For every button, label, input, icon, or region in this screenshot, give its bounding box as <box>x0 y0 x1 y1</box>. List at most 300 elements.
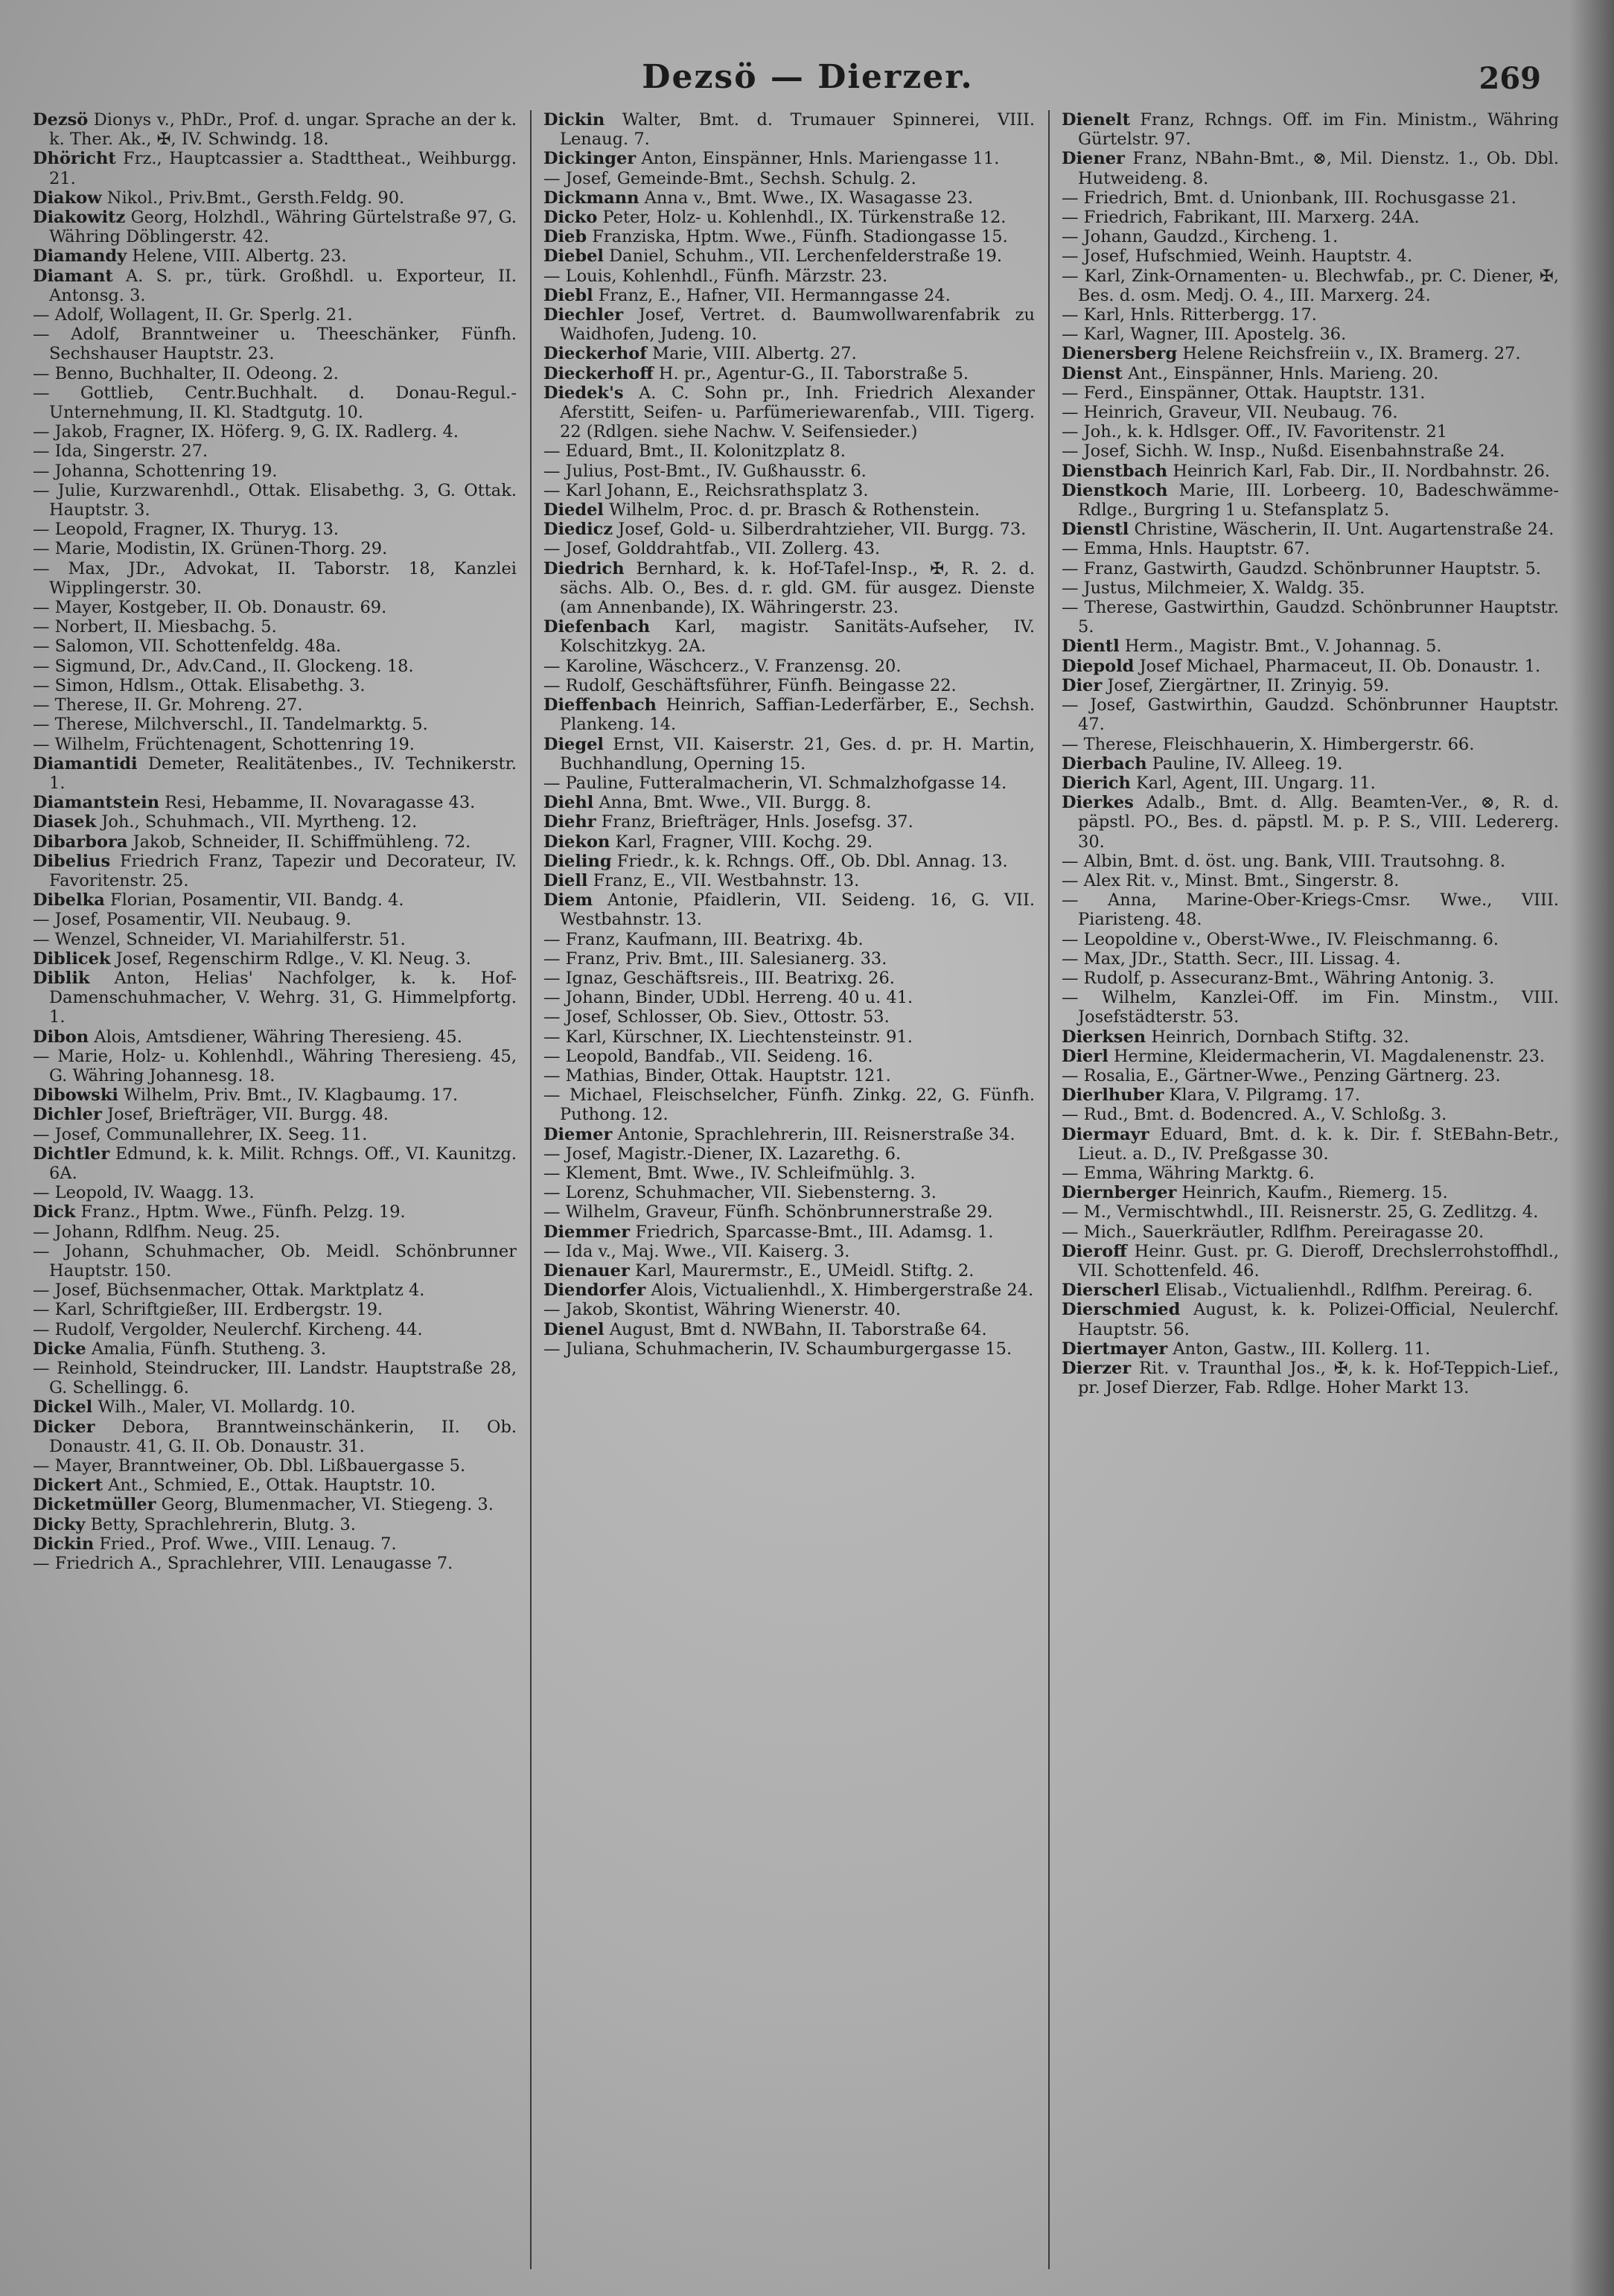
entry-surname: Diasek <box>33 812 97 832</box>
entry-surname: Diell <box>543 870 588 890</box>
directory-entry <box>33 1418 517 1456</box>
entry-details: Franz., Hptm. Wwe., Fünfh. Pelzg. 19. <box>80 1202 406 1222</box>
directory-entry <box>543 462 1035 481</box>
entry-details: — Julius, Post-Bmt., IV. Gußhausstr. 6. <box>543 461 867 481</box>
running-head: Dezsö — Dierzer. <box>642 58 974 96</box>
entry-details: — Karoline, Wäschcerz., V. Franzensg. 20. <box>543 656 902 676</box>
entry-surname: Dienelt <box>1062 110 1130 130</box>
entry-surname: Diakowitz <box>33 208 126 228</box>
directory-entry <box>1062 267 1559 305</box>
entry-details: — Mathias, Binder, Ottak. Hauptstr. 121. <box>543 1065 891 1085</box>
directory-entry <box>543 617 1035 656</box>
directory-entry <box>1062 735 1559 754</box>
directory-entry <box>33 1085 517 1105</box>
entry-surname: Dezsö <box>33 110 89 130</box>
entry-surname: Dienstbach <box>1062 461 1168 481</box>
directory-entry <box>1062 539 1559 558</box>
entry-surname: Diekon <box>543 832 610 852</box>
entry-details: — Josef, Gastwirthin, Gaudzd. Schönbrunner Hauptstr. 47. <box>1062 695 1559 735</box>
directory-entry <box>33 364 517 383</box>
columns-container <box>33 110 1566 2277</box>
entry-details: Rit. v. Traunthal Jos., ✠, k. k. Hof-Teppich-Lief., pr. Josef Dierzer, Fab. Rdlge. Hoher Markt 13. <box>1078 1359 1559 1398</box>
entry-details: — Johann, Rdlfhm. Neug. 25. <box>33 1222 281 1242</box>
entry-details: — Simon, Hdlsm., Ottak. Elisabethg. 3. <box>33 675 366 695</box>
directory-entry <box>1062 1164 1559 1183</box>
directory-entry <box>543 1085 1035 1124</box>
entry-details: Klara, V. Pilgramg. 17. <box>1169 1085 1361 1106</box>
entry-surname: Diefenbach <box>543 617 651 637</box>
directory-entry <box>33 188 517 208</box>
entry-details: — Rudolf, p. Assecuranz-Bmt., Währing Antonig. 3. <box>1062 968 1495 988</box>
entry-details: Georg, Holzhdl., Währing Gürtelstraße 97, G. Währing Döblingerstr. 42. <box>49 208 517 247</box>
entry-details: Josef, Vertret. d. Baumwollwarenfabrik zu Waidhofen, Judeng. 10. <box>560 305 1035 345</box>
entry-details: — Marie, Modistin, IX. Grünen-Thorg. 29. <box>33 539 388 559</box>
entry-details: — Karl, Schriftgießer, III. Erdbergstr. 19. <box>33 1300 383 1320</box>
directory-entry <box>33 559 517 598</box>
entry-surname: Diehl <box>543 793 594 813</box>
directory-entry <box>33 149 517 188</box>
directory-entry <box>33 1202 517 1222</box>
directory-entry <box>33 949 517 969</box>
directory-entry <box>1062 1222 1559 1242</box>
entry-details: Marie, III. Lorbeerg. 10, Badeschwämme-Rdlge., Burgring 1 u. Stefansplatz 5. <box>1078 480 1559 520</box>
directory-entry <box>543 657 1035 676</box>
directory-entry <box>33 735 517 754</box>
directory-entry <box>543 1183 1035 1202</box>
entry-details: — Josef, Schlosser, Ob. Siev., Ottostr. 53. <box>543 1007 890 1027</box>
entry-details: Peter, Holz- u. Kohlenhdl., IX. Türkenstraße 12. <box>602 208 1007 228</box>
entry-details: — Ida v., Maj. Wwe., VII. Kaiserg. 3. <box>543 1241 850 1261</box>
entry-details: — Mich., Sauerkräutler, Rdlfhm. Pereiragasse 20. <box>1062 1222 1484 1242</box>
entry-details: — Max, JDr., Statth. Secr., III. Lissag. 4. <box>1062 948 1401 969</box>
entry-surname: Diernberger <box>1062 1183 1177 1203</box>
entry-details: Alois, Victualienhdl., X. Himbergerstraße 24. <box>651 1281 1034 1301</box>
directory-entry <box>1062 949 1559 969</box>
entry-details: Anton, Gastw., III. Kollerg. 11. <box>1173 1339 1431 1359</box>
directory-entry <box>33 1456 517 1476</box>
entry-details: — Wenzel, Schneider, VI. Mariahilferstr. 51. <box>33 929 406 949</box>
directory-entry <box>543 930 1035 949</box>
entry-details: — Ferd., Einspänner, Ottak. Hauptstr. 131. <box>1062 383 1426 403</box>
directory-entry <box>1062 1242 1559 1281</box>
column-rule <box>1048 110 1050 2269</box>
entry-details: Anna v., Bmt. Wwe., IX. Wasagasse 23. <box>644 188 974 208</box>
directory-entry <box>543 735 1035 774</box>
entry-details: — Josef, Communallehrer, IX. Seeg. 11. <box>33 1124 368 1144</box>
directory-entry <box>33 1144 517 1183</box>
directory-entry <box>1062 1202 1559 1222</box>
entry-surname: Dierl <box>1062 1046 1109 1066</box>
entry-details: August, Bmt d. NWBahn, II. Taborstraße 64. <box>609 1319 987 1339</box>
entry-surname: Diehr <box>543 812 596 832</box>
directory-entry <box>33 462 517 481</box>
entry-details: Heinrich, Saffian-Lederfärber, E., Sechsh. Plankeng. 14. <box>560 695 1035 735</box>
directory-entry <box>543 188 1035 208</box>
entry-details: — Gottlieb, Centr.Buchhalt. d. Donau-Regul.-Unternehmung, II. Kl. Stadtgutg. 10. <box>33 383 517 423</box>
directory-entry <box>33 1554 517 1573</box>
directory-entry <box>33 890 517 910</box>
entry-details: H. pr., Agentur-G., II. Taborstraße 5. <box>658 363 969 383</box>
entry-surname: Dibarbora <box>33 832 128 852</box>
entry-details: — Josef, Golddrahtfab., VII. Zollerg. 43. <box>543 539 881 559</box>
directory-entry <box>1062 1027 1559 1047</box>
directory-entry <box>543 441 1035 461</box>
entry-surname: Dieffenbach <box>543 695 657 715</box>
entry-surname: Dierkes <box>1062 793 1134 813</box>
directory-entry <box>33 1397 517 1417</box>
directory-entry <box>543 481 1035 500</box>
directory-entry <box>543 1222 1035 1242</box>
entry-details: Franz, E., Hafner, VII. Hermanngasse 24. <box>598 285 951 305</box>
directory-entry <box>1062 344 1559 363</box>
directory-entry <box>33 1495 517 1514</box>
directory-entry <box>543 500 1035 520</box>
directory-entry <box>1062 110 1559 149</box>
directory-entry <box>1062 598 1559 637</box>
entry-details: — Rud., Bmt. d. Bodencred. A., V. Schloßg. 3. <box>1062 1105 1447 1125</box>
directory-entry <box>543 227 1035 246</box>
entry-details: — Leopold, Fragner, IX. Thuryg. 13. <box>33 520 339 540</box>
directory-entry <box>543 286 1035 305</box>
entry-details: — Franz, Priv. Bmt., III. Salesianerg. 33. <box>543 948 887 969</box>
entry-details: Wilhelm, Proc. d. pr. Brasch & Rothenstein. <box>609 500 980 520</box>
entry-details: — Josef, Hufschmied, Weinh. Hauptstr. 4. <box>1062 246 1413 267</box>
directory-entry <box>543 1300 1035 1319</box>
entry-surname: Dierscherl <box>1062 1281 1160 1301</box>
entry-details: — Therese, Fleischhauerin, X. Himbergerstr. 66. <box>1062 734 1475 754</box>
entry-details: Helene Reichsfreiin v., IX. Bramerg. 27. <box>1182 344 1521 364</box>
directory-entry <box>543 559 1035 618</box>
entry-details: Edmund, k. k. Milit. Rchngs. Off., VI. Kaunitzg. 6A. <box>49 1144 517 1183</box>
directory-entry <box>543 852 1035 871</box>
entry-details: Debora, Branntweinschänkerin, II. Ob. Donaustr. 41, G. II. Ob. Donaustr. 31. <box>49 1417 517 1456</box>
directory-entry <box>33 637 517 656</box>
entry-details: Josef, Briefträger, VII. Burgg. 48. <box>107 1105 389 1125</box>
entry-details: — Franz, Kaufmann, III. Beatrixg. 4b. <box>543 929 864 949</box>
entry-surname: Dichler <box>33 1105 102 1125</box>
entry-details: Karl, Agent, III. Ungarg. 11. <box>1136 773 1376 793</box>
entry-details: — Leopold, Bandfab., VII. Seideng. 16. <box>543 1046 873 1066</box>
entry-details: — Wilhelm, Früchtenagent, Schottenring 19. <box>33 734 415 754</box>
directory-entry <box>33 110 517 149</box>
directory-entry <box>33 617 517 637</box>
entry-surname: Dickert <box>33 1476 103 1496</box>
directory-entry <box>543 246 1035 266</box>
directory-entry <box>33 1105 517 1124</box>
directory-entry <box>1062 325 1559 344</box>
entry-details: Amalia, Fünfh. Stutheng. 3. <box>91 1339 327 1359</box>
directory-entry <box>543 676 1035 695</box>
column-1 <box>33 110 517 2277</box>
directory-entry <box>33 852 517 890</box>
directory-entry <box>543 871 1035 890</box>
directory-entry <box>1062 1300 1559 1339</box>
entry-details: Hermine, Kleidermacherin, VI. Magdalenenstr. 23. <box>1113 1046 1546 1066</box>
entry-surname: Diedrich <box>543 558 625 578</box>
entry-details: — Friedrich A., Sprachlehrer, VIII. Lenaugasse 7. <box>33 1554 453 1574</box>
entry-details: — Salomon, VII. Schottenfeldg. 48a. <box>33 637 342 657</box>
entry-details: Florian, Posamentir, VII. Bandg. 4. <box>109 890 404 911</box>
directory-entry <box>33 1027 517 1047</box>
entry-details: Friedrich Franz, Tapezir und Decorateur, IV. Favoritenstr. 25. <box>49 851 517 890</box>
directory-entry <box>1062 462 1559 481</box>
directory-entry <box>33 1047 517 1085</box>
entry-surname: Dierksen <box>1062 1027 1146 1047</box>
directory-entry <box>1062 1125 1559 1164</box>
entry-details: — Josef, Büchsenmacher, Ottak. Marktplatz 4. <box>33 1281 425 1301</box>
entry-surname: Dicketmüller <box>33 1495 156 1515</box>
entry-details: Pauline, IV. Alleeg. 19. <box>1152 753 1343 774</box>
entry-details: Franz, NBahn-Bmt., ⊗, Mil. Dienstz. 1., Ob. Dbl. Hutweideng. 8. <box>1078 149 1559 188</box>
entry-surname: Dibowski <box>33 1085 118 1106</box>
directory-entry <box>33 754 517 793</box>
column-rule <box>530 110 532 2269</box>
directory-entry <box>33 208 517 246</box>
entry-details: — Leopoldine v., Oberst-Wwe., IV. Fleischmanng. 6. <box>1062 929 1499 949</box>
entry-surname: Dibelius <box>33 851 111 871</box>
entry-details: — Emma, Hnls. Hauptstr. 67. <box>1062 539 1310 559</box>
entry-details: — Therese, Gastwirthin, Gaudzd. Schönbrunner Hauptstr. 5. <box>1062 598 1559 637</box>
entry-details: Heinrich, Kaufm., Riemerg. 15. <box>1181 1183 1448 1203</box>
entry-details: — Johann, Schuhmacher, Ob. Meidl. Schönbrunner Hauptstr. 150. <box>33 1241 517 1281</box>
page-header <box>45 58 1571 110</box>
directory-entry <box>1062 559 1559 578</box>
entry-details: — Johann, Binder, UDbl. Herreng. 40 u. 41. <box>543 988 913 1008</box>
entry-details: Antonie, Sprachlehrerin, III. Reisnerstraße 34. <box>617 1124 1015 1144</box>
directory-entry <box>33 598 517 617</box>
entry-details: — Reinhold, Steindrucker, III. Landstr. Hauptstraße 28, G. Schellingg. 6. <box>33 1359 517 1398</box>
directory-entry <box>33 969 517 1027</box>
directory-entry <box>1062 1047 1559 1066</box>
entry-details: — Ida, Singerstr. 27. <box>33 441 208 462</box>
directory-entry <box>1062 852 1559 871</box>
directory-entry <box>1062 364 1559 383</box>
column-2 <box>543 110 1035 2277</box>
entry-details: Marie, VIII. Albertg. 27. <box>652 344 857 364</box>
directory-entry <box>33 422 517 441</box>
entry-details: — Jakob, Fragner, IX. Höferg. 9, G. IX. Radlerg. 4. <box>33 422 459 442</box>
entry-surname: Dieckerhof <box>543 344 647 364</box>
entry-surname: Dicky <box>33 1514 86 1534</box>
entry-details: — Wilhelm, Graveur, Fünfh. Schönbrunnerstraße 29. <box>543 1202 993 1222</box>
entry-details: — Karl, Hnls. Ritterbergg. 17. <box>1062 305 1317 325</box>
entry-surname: Dickin <box>543 110 605 130</box>
directory-entry <box>1062 1085 1559 1105</box>
entry-details: Karl, Maurermstr., E., UMeidl. Stiftg. 2. <box>635 1260 975 1281</box>
directory-entry <box>543 1144 1035 1164</box>
entry-details: Heinr. Gust. pr. G. Dieroff, Drechslerrohstoffhdl., VII. Schottenfeld. 46. <box>1078 1241 1559 1281</box>
directory-entry <box>33 1476 517 1495</box>
directory-entry <box>543 832 1035 852</box>
directory-entry <box>33 383 517 422</box>
directory-entry <box>1062 383 1559 403</box>
directory-entry <box>33 267 517 305</box>
directory-entry <box>543 812 1035 832</box>
entry-details: Franz, Briefträger, Hnls. Josefsg. 37. <box>601 812 913 832</box>
entry-surname: Diertmayer <box>1062 1339 1168 1359</box>
entry-details: — Pauline, Futteralmacherin, VI. Schmalzhofgasse 14. <box>543 773 1007 793</box>
entry-details: Franz, Rchngs. Off. im Fin. Ministm., Währing Gürtelstr. 97. <box>1078 110 1559 150</box>
page-edge-shadow <box>1569 0 1614 2296</box>
directory-entry <box>1062 188 1559 208</box>
directory-entry <box>543 1164 1035 1183</box>
entry-details: — Lorenz, Schuhmacher, VII. Siebensterng. 3. <box>543 1183 937 1203</box>
entry-details: Dionys v., PhDr., Prof. d. ungar. Sprache an der k. k. Ther. Ak., ✠, IV. Schwindg. 18. <box>49 110 517 150</box>
entry-surname: Dicker <box>33 1417 95 1437</box>
entry-surname: Dieb <box>543 227 587 247</box>
entry-details: — Adolf, Branntweiner u. Theeschänker, Fünfh. Sechshauser Hauptstr. 23. <box>33 325 517 364</box>
directory-entry <box>543 1320 1035 1339</box>
entry-details: Christine, Wäscherin, II. Unt. Augartenstraße 24. <box>1134 520 1554 540</box>
entry-surname: Dienel <box>543 1319 605 1339</box>
directory-entry <box>1062 695 1559 734</box>
entry-details: — Josef, Magistr.-Diener, IX. Lazarethg. 6. <box>543 1144 902 1164</box>
directory-entry <box>33 1125 517 1144</box>
entry-surname: Diedel <box>543 500 604 520</box>
entry-details: — Friedrich, Bmt. d. Unionbank, III. Rochusgasse 21. <box>1062 188 1516 208</box>
entry-details: Karl, Fragner, VIII. Kochg. 29. <box>615 832 873 852</box>
entry-surname: Dienst <box>1062 363 1123 383</box>
directory-entry <box>1062 578 1559 598</box>
entry-details: — Rosalia, E., Gärtner-Wwe., Penzing Gärtnerg. 23. <box>1062 1065 1501 1085</box>
entry-surname: Dier <box>1062 675 1103 695</box>
entry-surname: Dhöricht <box>33 149 116 169</box>
entry-surname: Diemer <box>543 1124 613 1144</box>
column-3 <box>1062 110 1559 2277</box>
entry-details: — Michael, Fleischselcher, Fünfh. Zinkg. 22, G. Fünfh. Puthong. 12. <box>543 1085 1035 1125</box>
entry-surname: Diepold <box>1062 656 1135 676</box>
entry-details: Karl, magistr. Sanitäts-Aufseher, IV. Kolschitzkyg. 2A. <box>560 617 1035 657</box>
entry-surname: Dientl <box>1062 637 1120 657</box>
directory-entry <box>33 676 517 695</box>
entry-details: — Heinrich, Graveur, VII. Neubaug. 76. <box>1062 403 1398 423</box>
directory-entry <box>33 539 517 558</box>
directory-entry <box>543 890 1035 929</box>
entry-details: — Juliana, Schuhmacherin, IV. Schaumburgergasse 15. <box>543 1339 1012 1359</box>
entry-details: — Karl, Wagner, III. Apostelg. 36. <box>1062 325 1347 345</box>
directory-entry <box>1062 930 1559 949</box>
directory-entry <box>33 910 517 929</box>
directory-entry <box>1062 988 1559 1027</box>
entry-details: Nikol., Priv.Bmt., Gersth.Feldg. 90. <box>106 188 405 208</box>
directory-entry <box>543 969 1035 988</box>
entry-surname: Dieckerhoff <box>543 363 654 383</box>
directory-entry <box>543 1242 1035 1261</box>
entry-details: Wilhelm, Priv. Bmt., IV. Klagbaumg. 17. <box>124 1085 459 1106</box>
directory-entry <box>543 1125 1035 1144</box>
entry-details: Demeter, Realitätenbes., IV. Technikerstr. 1. <box>49 753 517 793</box>
entry-details: — Karl Johann, E., Reichsrathsplatz 3. <box>543 480 869 500</box>
entry-surname: Diamant <box>33 266 113 286</box>
entry-details: — Max, JDr., Advokat, II. Taborstr. 18, Kanzlei Wipplingerstr. 30. <box>33 558 517 598</box>
directory-entry <box>33 520 517 539</box>
entry-details: — Leopold, IV. Waagg. 13. <box>33 1183 255 1203</box>
entry-surname: Dichtler <box>33 1144 110 1164</box>
directory-entry <box>543 364 1035 383</box>
entry-surname: Dierich <box>1062 773 1131 793</box>
entry-details: — Mayer, Kostgeber, II. Ob. Donaustr. 69. <box>33 598 387 618</box>
entry-details: — Johann, Gaudzd., Kircheng. 1. <box>1062 227 1339 247</box>
directory-entry <box>1062 208 1559 227</box>
entry-details: — Johanna, Schottenring 19. <box>33 461 278 481</box>
entry-details: — Ignaz, Geschäftsreis., III. Beatrixg. 26. <box>543 968 895 988</box>
entry-details: — Adolf, Wollagent, II. Gr. Sperlg. 21. <box>33 305 353 325</box>
entry-details: Eduard, Bmt. d. k. k. Dir. f. StEBahn-Betr., Lieut. a. D., IV. Preßgasse 30. <box>1078 1124 1559 1164</box>
directory-entry <box>33 1534 517 1554</box>
directory-entry <box>1062 793 1559 852</box>
entry-surname: Diakow <box>33 188 102 208</box>
directory-entry <box>33 1339 517 1359</box>
entry-surname: Diener <box>1062 149 1125 169</box>
directory-entry <box>543 344 1035 363</box>
page-number: 269 <box>1479 61 1541 96</box>
entry-details: — Karl, Zink-Ornamenten- u. Blechwfab., pr. C. Diener, ✠, Bes. d. osm. Medj. O. 4., III. Marxerg. 24. <box>1062 266 1559 305</box>
entry-surname: Dieling <box>543 851 612 871</box>
entry-details: Alois, Amtsdiener, Währing Theresieng. 45. <box>94 1027 462 1047</box>
entry-details: Ant., Einspänner, Hnls. Marieng. 20. <box>1127 363 1439 383</box>
entry-details: Josef, Ziergärtner, II. Zrinyig. 59. <box>1107 675 1390 695</box>
entry-surname: Dierschmied <box>1062 1300 1181 1320</box>
entry-details: — Louis, Kohlenhdl., Fünfh. Märzstr. 23. <box>543 266 888 286</box>
directory-entry <box>33 1281 517 1300</box>
directory-entry <box>1062 657 1559 676</box>
entry-details: Fried., Prof. Wwe., VIII. Lenaug. 7. <box>99 1534 397 1554</box>
directory-entry <box>33 1222 517 1242</box>
directory-entry <box>33 1320 517 1339</box>
entry-surname: Diendorfer <box>543 1281 646 1301</box>
directory-entry <box>543 1261 1035 1281</box>
directory-entry <box>543 1281 1035 1300</box>
entry-details: — Rudolf, Vergolder, Neulerchf. Kircheng. 44. <box>33 1319 423 1339</box>
entry-details: — Klement, Bmt. Wwe., IV. Schleifmühlg. 3. <box>543 1163 916 1183</box>
directory-entry <box>1062 1183 1559 1202</box>
entry-details: — Franz, Gastwirth, Gaudzd. Schönbrunner Hauptstr. 5. <box>1062 558 1541 578</box>
directory-entry <box>33 246 517 266</box>
entry-surname: Dierbach <box>1062 753 1147 774</box>
directory-entry <box>1062 774 1559 793</box>
directory-entry <box>1062 1339 1559 1359</box>
entry-details: — Mayer, Branntweiner, Ob. Dbl. Lißbauergasse 5. <box>33 1456 466 1476</box>
entry-details: Friedrich, Sparcasse-Bmt., III. Adamsg. 1. <box>635 1222 994 1242</box>
entry-details: — Albin, Bmt. d. öst. ung. Bank, VIII. Trautsohng. 8. <box>1062 851 1506 871</box>
directory-entry <box>33 1515 517 1534</box>
entry-surname: Dienstl <box>1062 520 1129 540</box>
entry-details: — Eduard, Bmt., II. Kolonitzplatz 8. <box>543 441 846 462</box>
entry-surname: Dickin <box>33 1534 95 1554</box>
directory-entry <box>33 1359 517 1397</box>
directory-entry <box>543 695 1035 734</box>
directory-entry <box>1062 305 1559 325</box>
entry-details: — Josef, Gemeinde-Bmt., Sechsh. Schulg. 2. <box>543 168 916 188</box>
entry-details: A. S. pr., türk. Großhdl. u. Exporteur, II. Antonsg. 3. <box>49 266 517 305</box>
entry-details: Resi, Hebamme, II. Novaragasse 43. <box>165 793 476 813</box>
entry-details: Anna, Bmt. Wwe., VII. Burgg. 8. <box>599 793 872 813</box>
directory-entry <box>543 267 1035 286</box>
directory-entry <box>1062 520 1559 539</box>
directory-entry <box>1062 1066 1559 1085</box>
entry-details: Heinrich, Dornbach Stiftg. 32. <box>1151 1027 1409 1047</box>
directory-entry <box>1062 754 1559 774</box>
directory-entry <box>1062 890 1559 929</box>
entry-surname: Diermayr <box>1062 1124 1149 1144</box>
entry-details: — Karl, Kürschner, IX. Liechtensteinstr. 91. <box>543 1027 913 1047</box>
entry-details: Betty, Sprachlehrerin, Blutg. 3. <box>90 1514 356 1534</box>
entry-details: Adalb., Bmt. d. Allg. Beamten-Ver., ⊗, R. d. päpstl. PO., Bes. d. päpstl. M. p. P. S., VIII. Ledererg. 30. <box>1078 793 1559 852</box>
entry-surname: Diegel <box>543 734 604 754</box>
entry-surname: Dierlhuber <box>1062 1085 1164 1106</box>
entry-details: Frz., Hauptcassier a. Stadttheat., Weihburgg. 21. <box>49 149 517 188</box>
entry-surname: Dibon <box>33 1027 89 1047</box>
